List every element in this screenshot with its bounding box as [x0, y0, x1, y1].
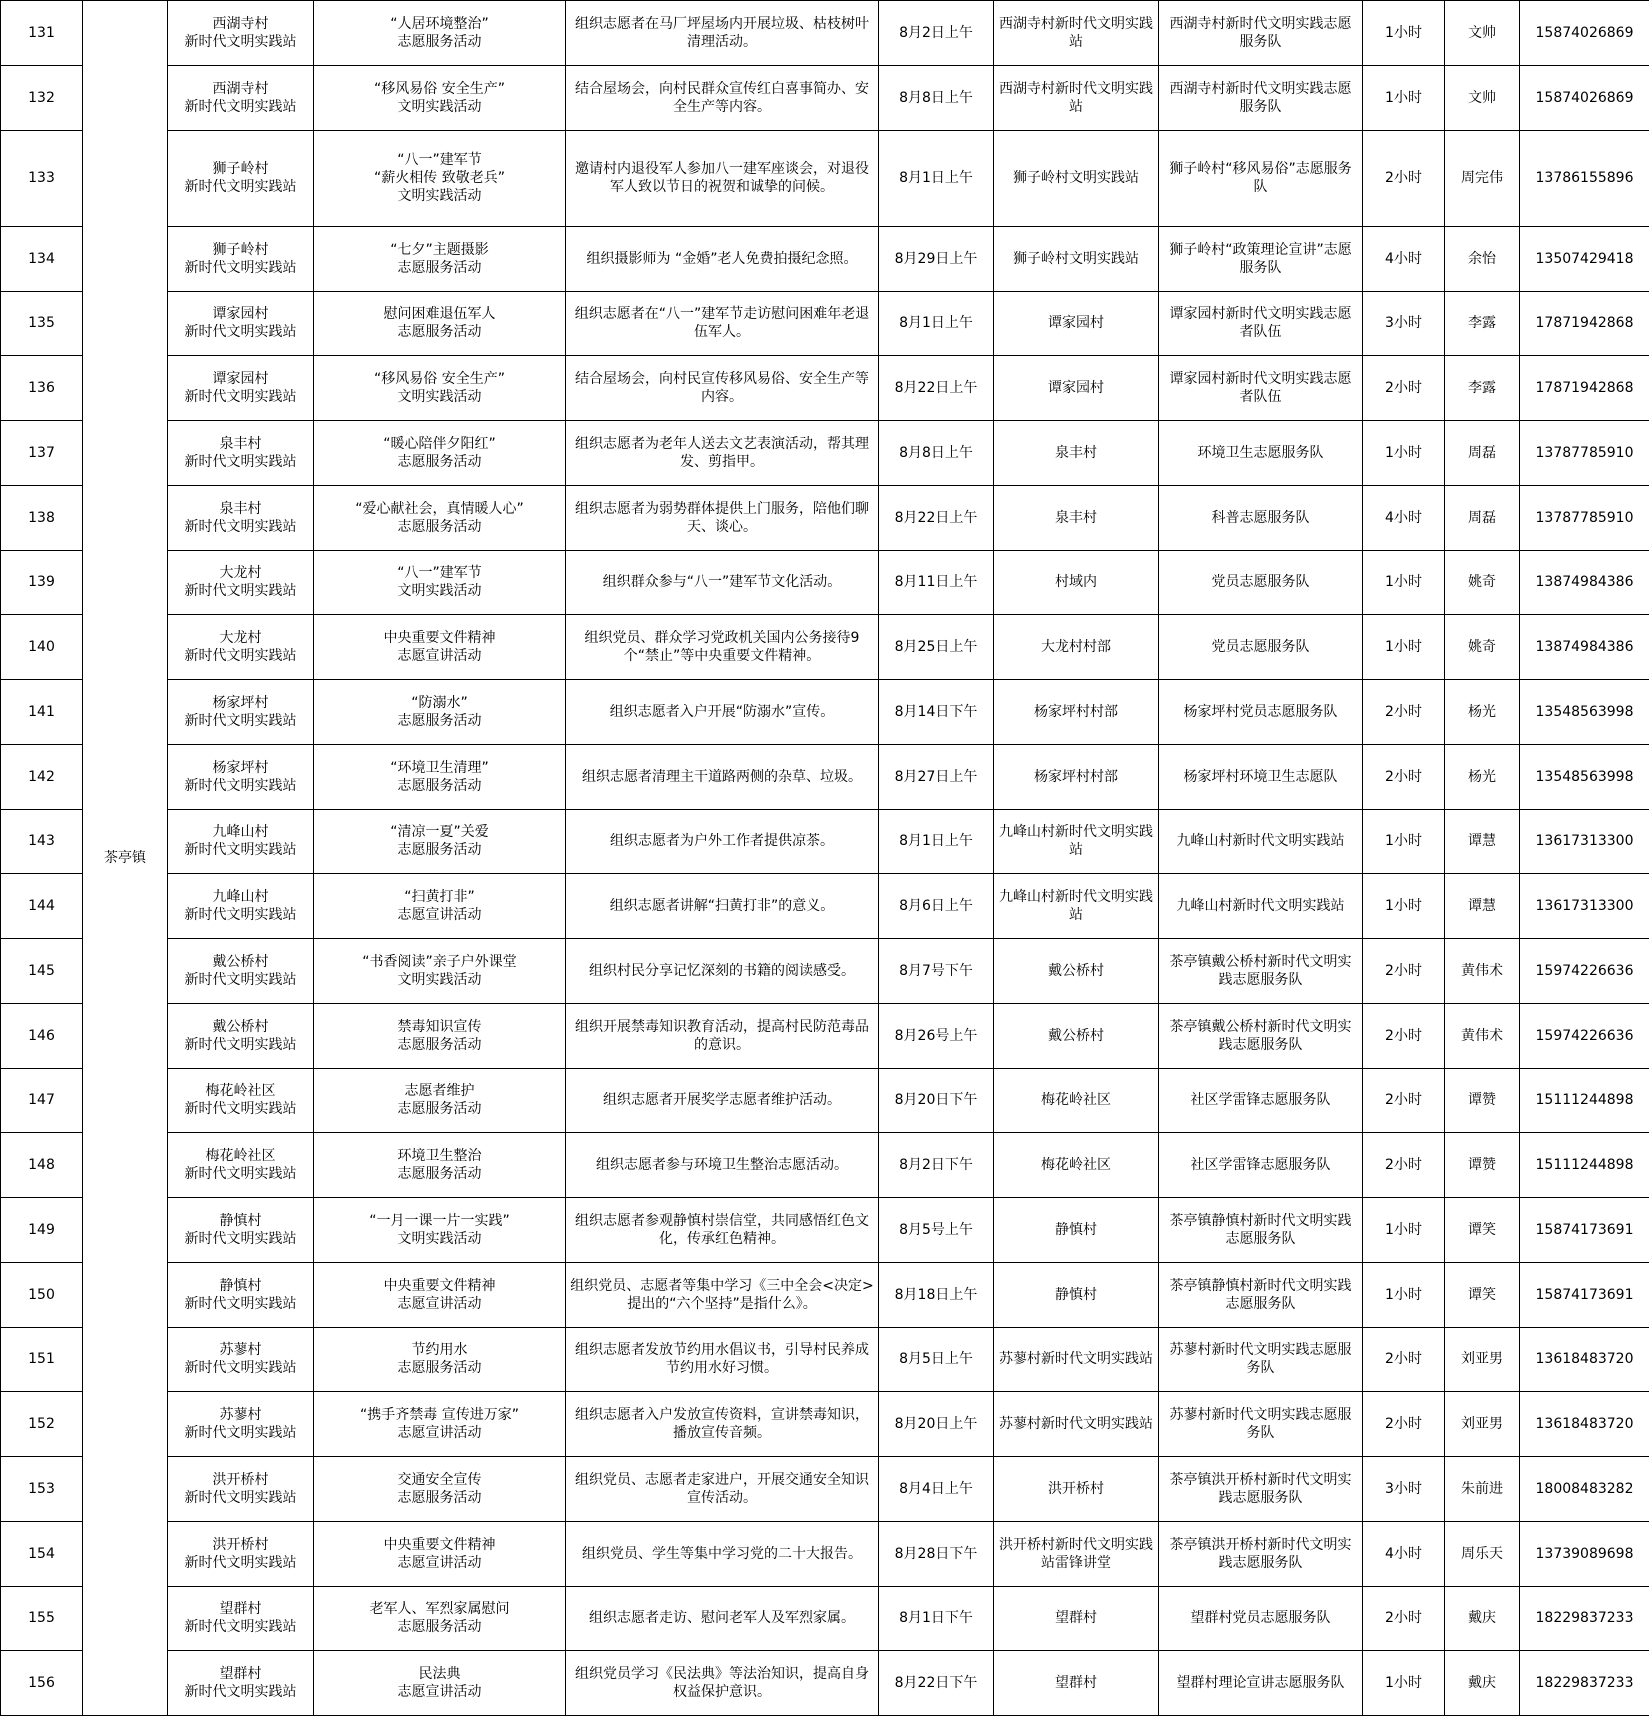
team-cell: 茶亭镇静慎村新时代文明实践志愿服务队 — [1159, 1198, 1363, 1263]
content-cell: 组织党员学习《民法典》等法治知识，提高自身权益保护意识。 — [566, 1651, 879, 1716]
activity-name-cell: 交通安全宣传 志愿服务活动 — [314, 1457, 566, 1522]
contact-cell: 黄伟术 — [1445, 939, 1520, 1004]
duration-cell: 2小时 — [1363, 1327, 1445, 1392]
time-cell: 8月2日下午 — [879, 1133, 994, 1198]
duration-cell: 1小时 — [1363, 1651, 1445, 1716]
station-cell: 静慎村 新时代文明实践站 — [168, 1198, 314, 1263]
contact-cell: 戴庆 — [1445, 1651, 1520, 1716]
duration-cell: 2小时 — [1363, 1068, 1445, 1133]
station-cell: 戴公桥村 新时代文明实践站 — [168, 1003, 314, 1068]
time-cell: 8月8日上午 — [879, 421, 994, 486]
activity-name-cell: “一月一课一片一实践” 文明实践活动 — [314, 1198, 566, 1263]
duration-cell: 4小时 — [1363, 226, 1445, 291]
duration-cell: 1小时 — [1363, 1, 1445, 66]
station-cell: 梅花岭社区 新时代文明实践站 — [168, 1133, 314, 1198]
row-number: 140 — [1, 615, 83, 680]
activity-name-cell: 志愿者维护 志愿服务活动 — [314, 1068, 566, 1133]
activity-name-cell: 节约用水 志愿服务活动 — [314, 1327, 566, 1392]
duration-cell: 4小时 — [1363, 485, 1445, 550]
time-cell: 8月20日下午 — [879, 1068, 994, 1133]
content-cell: 组织志愿者在“八一”建军节走访慰问困难年老退伍军人。 — [566, 291, 879, 356]
contact-cell: 文帅 — [1445, 1, 1520, 66]
table-row — [1, 744, 1649, 809]
phone-cell: 13618483720 — [1520, 1392, 1649, 1457]
duration-cell: 1小时 — [1363, 421, 1445, 486]
duration-cell: 2小时 — [1363, 680, 1445, 745]
contact-cell: 文帅 — [1445, 65, 1520, 130]
content-cell: 组织志愿者为老年人送去文艺表演活动，帮其理发、剪指甲。 — [566, 421, 879, 486]
place-cell: 静慎村 — [994, 1262, 1159, 1327]
station-cell: 西湖寺村 新时代文明实践站 — [168, 65, 314, 130]
table-row — [1, 356, 1649, 421]
time-cell: 8月22日上午 — [879, 356, 994, 421]
team-cell: 杨家坪村党员志愿服务队 — [1159, 680, 1363, 745]
phone-cell: 13787785910 — [1520, 421, 1649, 486]
time-cell: 8月20日上午 — [879, 1392, 994, 1457]
activity-name-cell: “八一”建军节 文明实践活动 — [314, 550, 566, 615]
duration-cell: 1小时 — [1363, 874, 1445, 939]
place-cell: 狮子岭村文明实践站 — [994, 226, 1159, 291]
activity-name-cell: 慰问困难退伍军人 志愿服务活动 — [314, 291, 566, 356]
team-cell: 苏蓼村新时代文明实践志愿服务队 — [1159, 1392, 1363, 1457]
phone-cell: 15874173691 — [1520, 1262, 1649, 1327]
contact-cell: 谭笑 — [1445, 1262, 1520, 1327]
row-number: 133 — [1, 130, 83, 226]
phone-cell: 17871942868 — [1520, 291, 1649, 356]
content-cell: 组织志愿者发放节约用水倡议书，引导村民养成节约用水好习惯。 — [566, 1327, 879, 1392]
team-cell: 狮子岭村“政策理论宣讲”志愿服务队 — [1159, 226, 1363, 291]
phone-cell: 15874026869 — [1520, 65, 1649, 130]
activity-name-cell: “扫黄打非” 志愿宣讲活动 — [314, 874, 566, 939]
phone-cell: 15974226636 — [1520, 1003, 1649, 1068]
team-cell: 九峰山村新时代文明实践站 — [1159, 874, 1363, 939]
activity-name-cell: 中央重要文件精神 志愿宣讲活动 — [314, 1521, 566, 1586]
row-number: 153 — [1, 1457, 83, 1522]
row-number: 136 — [1, 356, 83, 421]
place-cell: 杨家坪村村部 — [994, 680, 1159, 745]
station-cell: 洪开桥村 新时代文明实践站 — [168, 1457, 314, 1522]
station-cell: 狮子岭村 新时代文明实践站 — [168, 130, 314, 226]
contact-cell: 刘亚男 — [1445, 1327, 1520, 1392]
team-cell: 西湖寺村新时代文明实践志愿服务队 — [1159, 1, 1363, 66]
time-cell: 8月5号上午 — [879, 1198, 994, 1263]
content-cell: 组织摄影师为 “金婚”老人免费拍摄纪念照。 — [566, 226, 879, 291]
contact-cell: 周磊 — [1445, 421, 1520, 486]
place-cell: 静慎村 — [994, 1198, 1159, 1263]
place-cell: 杨家坪村村部 — [994, 744, 1159, 809]
table-row — [1, 1586, 1649, 1651]
time-cell: 8月1日上午 — [879, 809, 994, 874]
time-cell: 8月29日上午 — [879, 226, 994, 291]
station-cell: 梅花岭社区 新时代文明实践站 — [168, 1068, 314, 1133]
station-cell: 谭家园村 新时代文明实践站 — [168, 356, 314, 421]
phone-cell: 15874173691 — [1520, 1198, 1649, 1263]
duration-cell: 2小时 — [1363, 1003, 1445, 1068]
station-cell: 谭家园村 新时代文明实践站 — [168, 291, 314, 356]
table-body — [1, 1, 1649, 1716]
station-cell: 苏蓼村 新时代文明实践站 — [168, 1392, 314, 1457]
duration-cell: 2小时 — [1363, 356, 1445, 421]
town-cell: 茶亭镇 — [83, 1, 168, 1716]
content-cell: 组织志愿者为户外工作者提供凉茶。 — [566, 809, 879, 874]
row-number: 146 — [1, 1003, 83, 1068]
team-cell: 环境卫生志愿服务队 — [1159, 421, 1363, 486]
activity-name-cell: “防溺水” 志愿服务活动 — [314, 680, 566, 745]
time-cell: 8月8日上午 — [879, 65, 994, 130]
team-cell: 狮子岭村“移风易俗”志愿服务队 — [1159, 130, 1363, 226]
table-row — [1, 1651, 1649, 1716]
contact-cell: 周完伟 — [1445, 130, 1520, 226]
place-cell: 泉丰村 — [994, 485, 1159, 550]
contact-cell: 谭笑 — [1445, 1198, 1520, 1263]
row-number: 145 — [1, 939, 83, 1004]
duration-cell: 4小时 — [1363, 1521, 1445, 1586]
time-cell: 8月1日下午 — [879, 1586, 994, 1651]
phone-cell: 13617313300 — [1520, 874, 1649, 939]
duration-cell: 1小时 — [1363, 1262, 1445, 1327]
activity-name-cell: 环境卫生整治 志愿服务活动 — [314, 1133, 566, 1198]
place-cell: 谭家园村 — [994, 291, 1159, 356]
content-cell: 组织志愿者在马厂坪屋场内开展垃圾、枯枝树叶清理活动。 — [566, 1, 879, 66]
content-cell: 组织志愿者开展奖学志愿者维护活动。 — [566, 1068, 879, 1133]
team-cell: 社区学雷锋志愿服务队 — [1159, 1133, 1363, 1198]
phone-cell: 13507429418 — [1520, 226, 1649, 291]
table-row — [1, 291, 1649, 356]
duration-cell: 1小时 — [1363, 615, 1445, 680]
team-cell: 望群村理论宣讲志愿服务队 — [1159, 1651, 1363, 1716]
row-number: 142 — [1, 744, 83, 809]
table-row — [1, 874, 1649, 939]
station-cell: 西湖寺村 新时代文明实践站 — [168, 1, 314, 66]
table-row — [1, 1327, 1649, 1392]
content-cell: 组织志愿者为弱势群体提供上门服务，陪他们聊天、谈心。 — [566, 485, 879, 550]
team-cell: 党员志愿服务队 — [1159, 615, 1363, 680]
phone-cell: 13548563998 — [1520, 680, 1649, 745]
contact-cell: 李露 — [1445, 291, 1520, 356]
team-cell: 科普志愿服务队 — [1159, 485, 1363, 550]
phone-cell: 18008483282 — [1520, 1457, 1649, 1522]
place-cell: 九峰山村新时代文明实践站 — [994, 809, 1159, 874]
duration-cell: 3小时 — [1363, 1457, 1445, 1522]
contact-cell: 李露 — [1445, 356, 1520, 421]
station-cell: 苏蓼村 新时代文明实践站 — [168, 1327, 314, 1392]
team-cell: 茶亭镇洪开桥村新时代文明实践志愿服务队 — [1159, 1457, 1363, 1522]
contact-cell: 杨光 — [1445, 680, 1520, 745]
content-cell: 组织志愿者讲解“扫黄打非”的意义。 — [566, 874, 879, 939]
activity-name-cell: “爱心献社会，真情暖人心” 志愿服务活动 — [314, 485, 566, 550]
activity-name-cell: 禁毒知识宣传 志愿服务活动 — [314, 1003, 566, 1068]
activity-name-cell: 民法典 志愿宣讲活动 — [314, 1651, 566, 1716]
table-row — [1, 939, 1649, 1004]
place-cell: 戴公桥村 — [994, 939, 1159, 1004]
content-cell: 组织党员、志愿者等集中学习《三中全会<决定>提出的“六个坚持”是指什么》。 — [566, 1262, 879, 1327]
team-cell: 西湖寺村新时代文明实践志愿服务队 — [1159, 65, 1363, 130]
activity-name-cell: “清凉一夏”关爱 志愿服务活动 — [314, 809, 566, 874]
time-cell: 8月7号下午 — [879, 939, 994, 1004]
row-number: 155 — [1, 1586, 83, 1651]
row-number: 152 — [1, 1392, 83, 1457]
station-cell: 洪开桥村 新时代文明实践站 — [168, 1521, 314, 1586]
place-cell: 谭家园村 — [994, 356, 1159, 421]
table-row — [1, 1198, 1649, 1263]
time-cell: 8月18日上午 — [879, 1262, 994, 1327]
station-cell: 戴公桥村 新时代文明实践站 — [168, 939, 314, 1004]
contact-cell: 姚奇 — [1445, 615, 1520, 680]
station-cell: 九峰山村 新时代文明实践站 — [168, 809, 314, 874]
contact-cell: 刘亚男 — [1445, 1392, 1520, 1457]
place-cell: 泉丰村 — [994, 421, 1159, 486]
activity-name-cell: 中央重要文件精神 志愿宣讲活动 — [314, 615, 566, 680]
time-cell: 8月26号上午 — [879, 1003, 994, 1068]
content-cell: 组织志愿者清理主干道路两侧的杂草、垃圾。 — [566, 744, 879, 809]
row-number: 134 — [1, 226, 83, 291]
team-cell: 茶亭镇戴公桥村新时代文明实践志愿服务队 — [1159, 939, 1363, 1004]
contact-cell: 杨光 — [1445, 744, 1520, 809]
table-row — [1, 226, 1649, 291]
table-row — [1, 1133, 1649, 1198]
row-number: 150 — [1, 1262, 83, 1327]
table-row — [1, 809, 1649, 874]
station-cell: 杨家坪村 新时代文明实践站 — [168, 680, 314, 745]
contact-cell: 余怡 — [1445, 226, 1520, 291]
phone-cell: 17871942868 — [1520, 356, 1649, 421]
time-cell: 8月14日下午 — [879, 680, 994, 745]
place-cell: 梅花岭社区 — [994, 1133, 1159, 1198]
row-number: 148 — [1, 1133, 83, 1198]
time-cell: 8月1日上午 — [879, 130, 994, 226]
content-cell: 组织志愿者入户开展“防溺水”宣传。 — [566, 680, 879, 745]
table-row — [1, 1392, 1649, 1457]
table-row — [1, 1262, 1649, 1327]
contact-cell: 谭赞 — [1445, 1068, 1520, 1133]
time-cell: 8月1日上午 — [879, 291, 994, 356]
contact-cell: 谭慧 — [1445, 874, 1520, 939]
table-row — [1, 421, 1649, 486]
content-cell: 组织群众参与“八一”建军节文化活动。 — [566, 550, 879, 615]
phone-cell: 18229837233 — [1520, 1586, 1649, 1651]
time-cell: 8月28日下午 — [879, 1521, 994, 1586]
row-number: 138 — [1, 485, 83, 550]
content-cell: 邀请村内退役军人参加八一建军座谈会，对退役军人致以节日的祝贺和诚挚的问候。 — [566, 130, 879, 226]
team-cell: 茶亭镇戴公桥村新时代文明实践志愿服务队 — [1159, 1003, 1363, 1068]
place-cell: 望群村 — [994, 1651, 1159, 1716]
table-row — [1, 550, 1649, 615]
team-cell: 九峰山村新时代文明实践站 — [1159, 809, 1363, 874]
team-cell: 社区学雷锋志愿服务队 — [1159, 1068, 1363, 1133]
row-number: 137 — [1, 421, 83, 486]
content-cell: 组织志愿者参与环境卫生整治志愿活动。 — [566, 1133, 879, 1198]
team-cell: 茶亭镇静慎村新时代文明实践志愿服务队 — [1159, 1262, 1363, 1327]
contact-cell: 朱前进 — [1445, 1457, 1520, 1522]
place-cell: 狮子岭村文明实践站 — [994, 130, 1159, 226]
place-cell: 九峰山村新时代文明实践站 — [994, 874, 1159, 939]
duration-cell: 2小时 — [1363, 1586, 1445, 1651]
phone-cell: 13786155896 — [1520, 130, 1649, 226]
place-cell: 洪开桥村新时代文明实践站雷锋讲堂 — [994, 1521, 1159, 1586]
place-cell: 苏蓼村新时代文明实践站 — [994, 1392, 1159, 1457]
content-cell: 组织党员、群众学习党政机关国内公务接待9个“禁止”等中央重要文件精神。 — [566, 615, 879, 680]
team-cell: 茶亭镇洪开桥村新时代文明实践志愿服务队 — [1159, 1521, 1363, 1586]
station-cell: 杨家坪村 新时代文明实践站 — [168, 744, 314, 809]
station-cell: 大龙村 新时代文明实践站 — [168, 550, 314, 615]
activity-name-cell: “暖心陪伴夕阳红” 志愿服务活动 — [314, 421, 566, 486]
duration-cell: 1小时 — [1363, 550, 1445, 615]
team-cell: 杨家坪村环境卫生志愿队 — [1159, 744, 1363, 809]
content-cell: 组织志愿者参观静慎村崇信堂，共同感悟红色文化，传承红色精神。 — [566, 1198, 879, 1263]
duration-cell: 2小时 — [1363, 939, 1445, 1004]
row-number: 156 — [1, 1651, 83, 1716]
station-cell: 泉丰村 新时代文明实践站 — [168, 421, 314, 486]
row-number: 151 — [1, 1327, 83, 1392]
duration-cell: 2小时 — [1363, 744, 1445, 809]
phone-cell: 13617313300 — [1520, 809, 1649, 874]
row-number: 132 — [1, 65, 83, 130]
row-number: 144 — [1, 874, 83, 939]
team-cell: 苏蓼村新时代文明实践志愿服务队 — [1159, 1327, 1363, 1392]
team-cell: 望群村党员志愿服务队 — [1159, 1586, 1363, 1651]
time-cell: 8月27日上午 — [879, 744, 994, 809]
content-cell: 组织开展禁毒知识教育活动，提高村民防范毒品的意识。 — [566, 1003, 879, 1068]
activity-name-cell: “人居环境整治” 志愿服务活动 — [314, 1, 566, 66]
phone-cell: 15974226636 — [1520, 939, 1649, 1004]
table-row — [1, 65, 1649, 130]
activity-name-cell: 中央重要文件精神 志愿宣讲活动 — [314, 1262, 566, 1327]
table-row — [1, 1457, 1649, 1522]
station-cell: 静慎村 新时代文明实践站 — [168, 1262, 314, 1327]
duration-cell: 3小时 — [1363, 291, 1445, 356]
phone-cell: 13739089698 — [1520, 1521, 1649, 1586]
activity-name-cell: 老军人、军烈家属慰问 志愿服务活动 — [314, 1586, 566, 1651]
contact-cell: 谭慧 — [1445, 809, 1520, 874]
phone-cell: 15111244898 — [1520, 1068, 1649, 1133]
contact-cell: 周磊 — [1445, 485, 1520, 550]
place-cell: 大龙村村部 — [994, 615, 1159, 680]
contact-cell: 周乐天 — [1445, 1521, 1520, 1586]
contact-cell: 谭赞 — [1445, 1133, 1520, 1198]
content-cell: 结合屋场会，向村民群众宣传红白喜事简办、安全生产等内容。 — [566, 65, 879, 130]
phone-cell: 18229837233 — [1520, 1651, 1649, 1716]
table-row — [1, 1521, 1649, 1586]
activity-name-cell: “环境卫生清理” 志愿服务活动 — [314, 744, 566, 809]
duration-cell: 1小时 — [1363, 1198, 1445, 1263]
row-number: 147 — [1, 1068, 83, 1133]
table-row — [1, 615, 1649, 680]
time-cell: 8月22日下午 — [879, 1651, 994, 1716]
table-row — [1, 1, 1649, 66]
place-cell: 梅花岭社区 — [994, 1068, 1159, 1133]
team-cell: 谭家园村新时代文明实践志愿者队伍 — [1159, 356, 1363, 421]
table-row — [1, 130, 1649, 226]
place-cell: 村域内 — [994, 550, 1159, 615]
content-cell: 组织村民分享记忆深刻的书籍的阅读感受。 — [566, 939, 879, 1004]
time-cell: 8月2日上午 — [879, 1, 994, 66]
duration-cell: 2小时 — [1363, 1133, 1445, 1198]
station-cell: 望群村 新时代文明实践站 — [168, 1586, 314, 1651]
contact-cell: 黄伟术 — [1445, 1003, 1520, 1068]
station-cell: 泉丰村 新时代文明实践站 — [168, 485, 314, 550]
time-cell: 8月5日上午 — [879, 1327, 994, 1392]
time-cell: 8月11日上午 — [879, 550, 994, 615]
activity-name-cell: “携手齐禁毒 宣传进万家” 志愿宣讲活动 — [314, 1392, 566, 1457]
place-cell: 望群村 — [994, 1586, 1159, 1651]
table-row — [1, 1068, 1649, 1133]
activity-name-cell: “移风易俗 安全生产” 文明实践活动 — [314, 65, 566, 130]
team-cell: 党员志愿服务队 — [1159, 550, 1363, 615]
place-cell: 苏蓼村新时代文明实践站 — [994, 1327, 1159, 1392]
place-cell: 洪开桥村 — [994, 1457, 1159, 1522]
phone-cell: 13787785910 — [1520, 485, 1649, 550]
contact-cell: 戴庆 — [1445, 1586, 1520, 1651]
content-cell: 组织志愿者走访、慰问老军人及军烈家属。 — [566, 1586, 879, 1651]
row-number: 131 — [1, 1, 83, 66]
row-number: 154 — [1, 1521, 83, 1586]
duration-cell: 1小时 — [1363, 65, 1445, 130]
phone-cell: 13874984386 — [1520, 550, 1649, 615]
duration-cell: 2小时 — [1363, 1392, 1445, 1457]
phone-cell: 15874026869 — [1520, 1, 1649, 66]
row-number: 143 — [1, 809, 83, 874]
row-number: 135 — [1, 291, 83, 356]
station-cell: 望群村 新时代文明实践站 — [168, 1651, 314, 1716]
station-cell: 狮子岭村 新时代文明实践站 — [168, 226, 314, 291]
station-cell: 大龙村 新时代文明实践站 — [168, 615, 314, 680]
phone-cell: 13618483720 — [1520, 1327, 1649, 1392]
team-cell: 谭家园村新时代文明实践志愿者队伍 — [1159, 291, 1363, 356]
activity-name-cell: “书香阅读”亲子户外课堂 文明实践活动 — [314, 939, 566, 1004]
time-cell: 8月4日上午 — [879, 1457, 994, 1522]
table-row — [1, 1003, 1649, 1068]
activity-name-cell: “八一”建军节 “薪火相传 致敬老兵” 文明实践活动 — [314, 130, 566, 226]
duration-cell: 1小时 — [1363, 809, 1445, 874]
place-cell: 西湖寺村新时代文明实践站 — [994, 1, 1159, 66]
content-cell: 组织志愿者入户发放宣传资料，宣讲禁毒知识，播放宣传音频。 — [566, 1392, 879, 1457]
row-number: 141 — [1, 680, 83, 745]
table-row — [1, 680, 1649, 745]
content-cell: 组织党员、志愿者走家进户，开展交通安全知识宣传活动。 — [566, 1457, 879, 1522]
row-number: 139 — [1, 550, 83, 615]
time-cell: 8月6日上午 — [879, 874, 994, 939]
activity-name-cell: “七夕”主题摄影 志愿服务活动 — [314, 226, 566, 291]
time-cell: 8月22日上午 — [879, 485, 994, 550]
phone-cell: 13874984386 — [1520, 615, 1649, 680]
content-cell: 组织党员、学生等集中学习党的二十大报告。 — [566, 1521, 879, 1586]
phone-cell: 13548563998 — [1520, 744, 1649, 809]
activity-name-cell: “移风易俗 安全生产” 文明实践活动 — [314, 356, 566, 421]
content-cell: 结合屋场会，向村民宣传移风易俗、安全生产等内容。 — [566, 356, 879, 421]
duration-cell: 2小时 — [1363, 130, 1445, 226]
phone-cell: 15111244898 — [1520, 1133, 1649, 1198]
time-cell: 8月25日上午 — [879, 615, 994, 680]
table-row — [1, 485, 1649, 550]
station-cell: 九峰山村 新时代文明实践站 — [168, 874, 314, 939]
place-cell: 戴公桥村 — [994, 1003, 1159, 1068]
place-cell: 西湖寺村新时代文明实践站 — [994, 65, 1159, 130]
contact-cell: 姚奇 — [1445, 550, 1520, 615]
row-number: 149 — [1, 1198, 83, 1263]
